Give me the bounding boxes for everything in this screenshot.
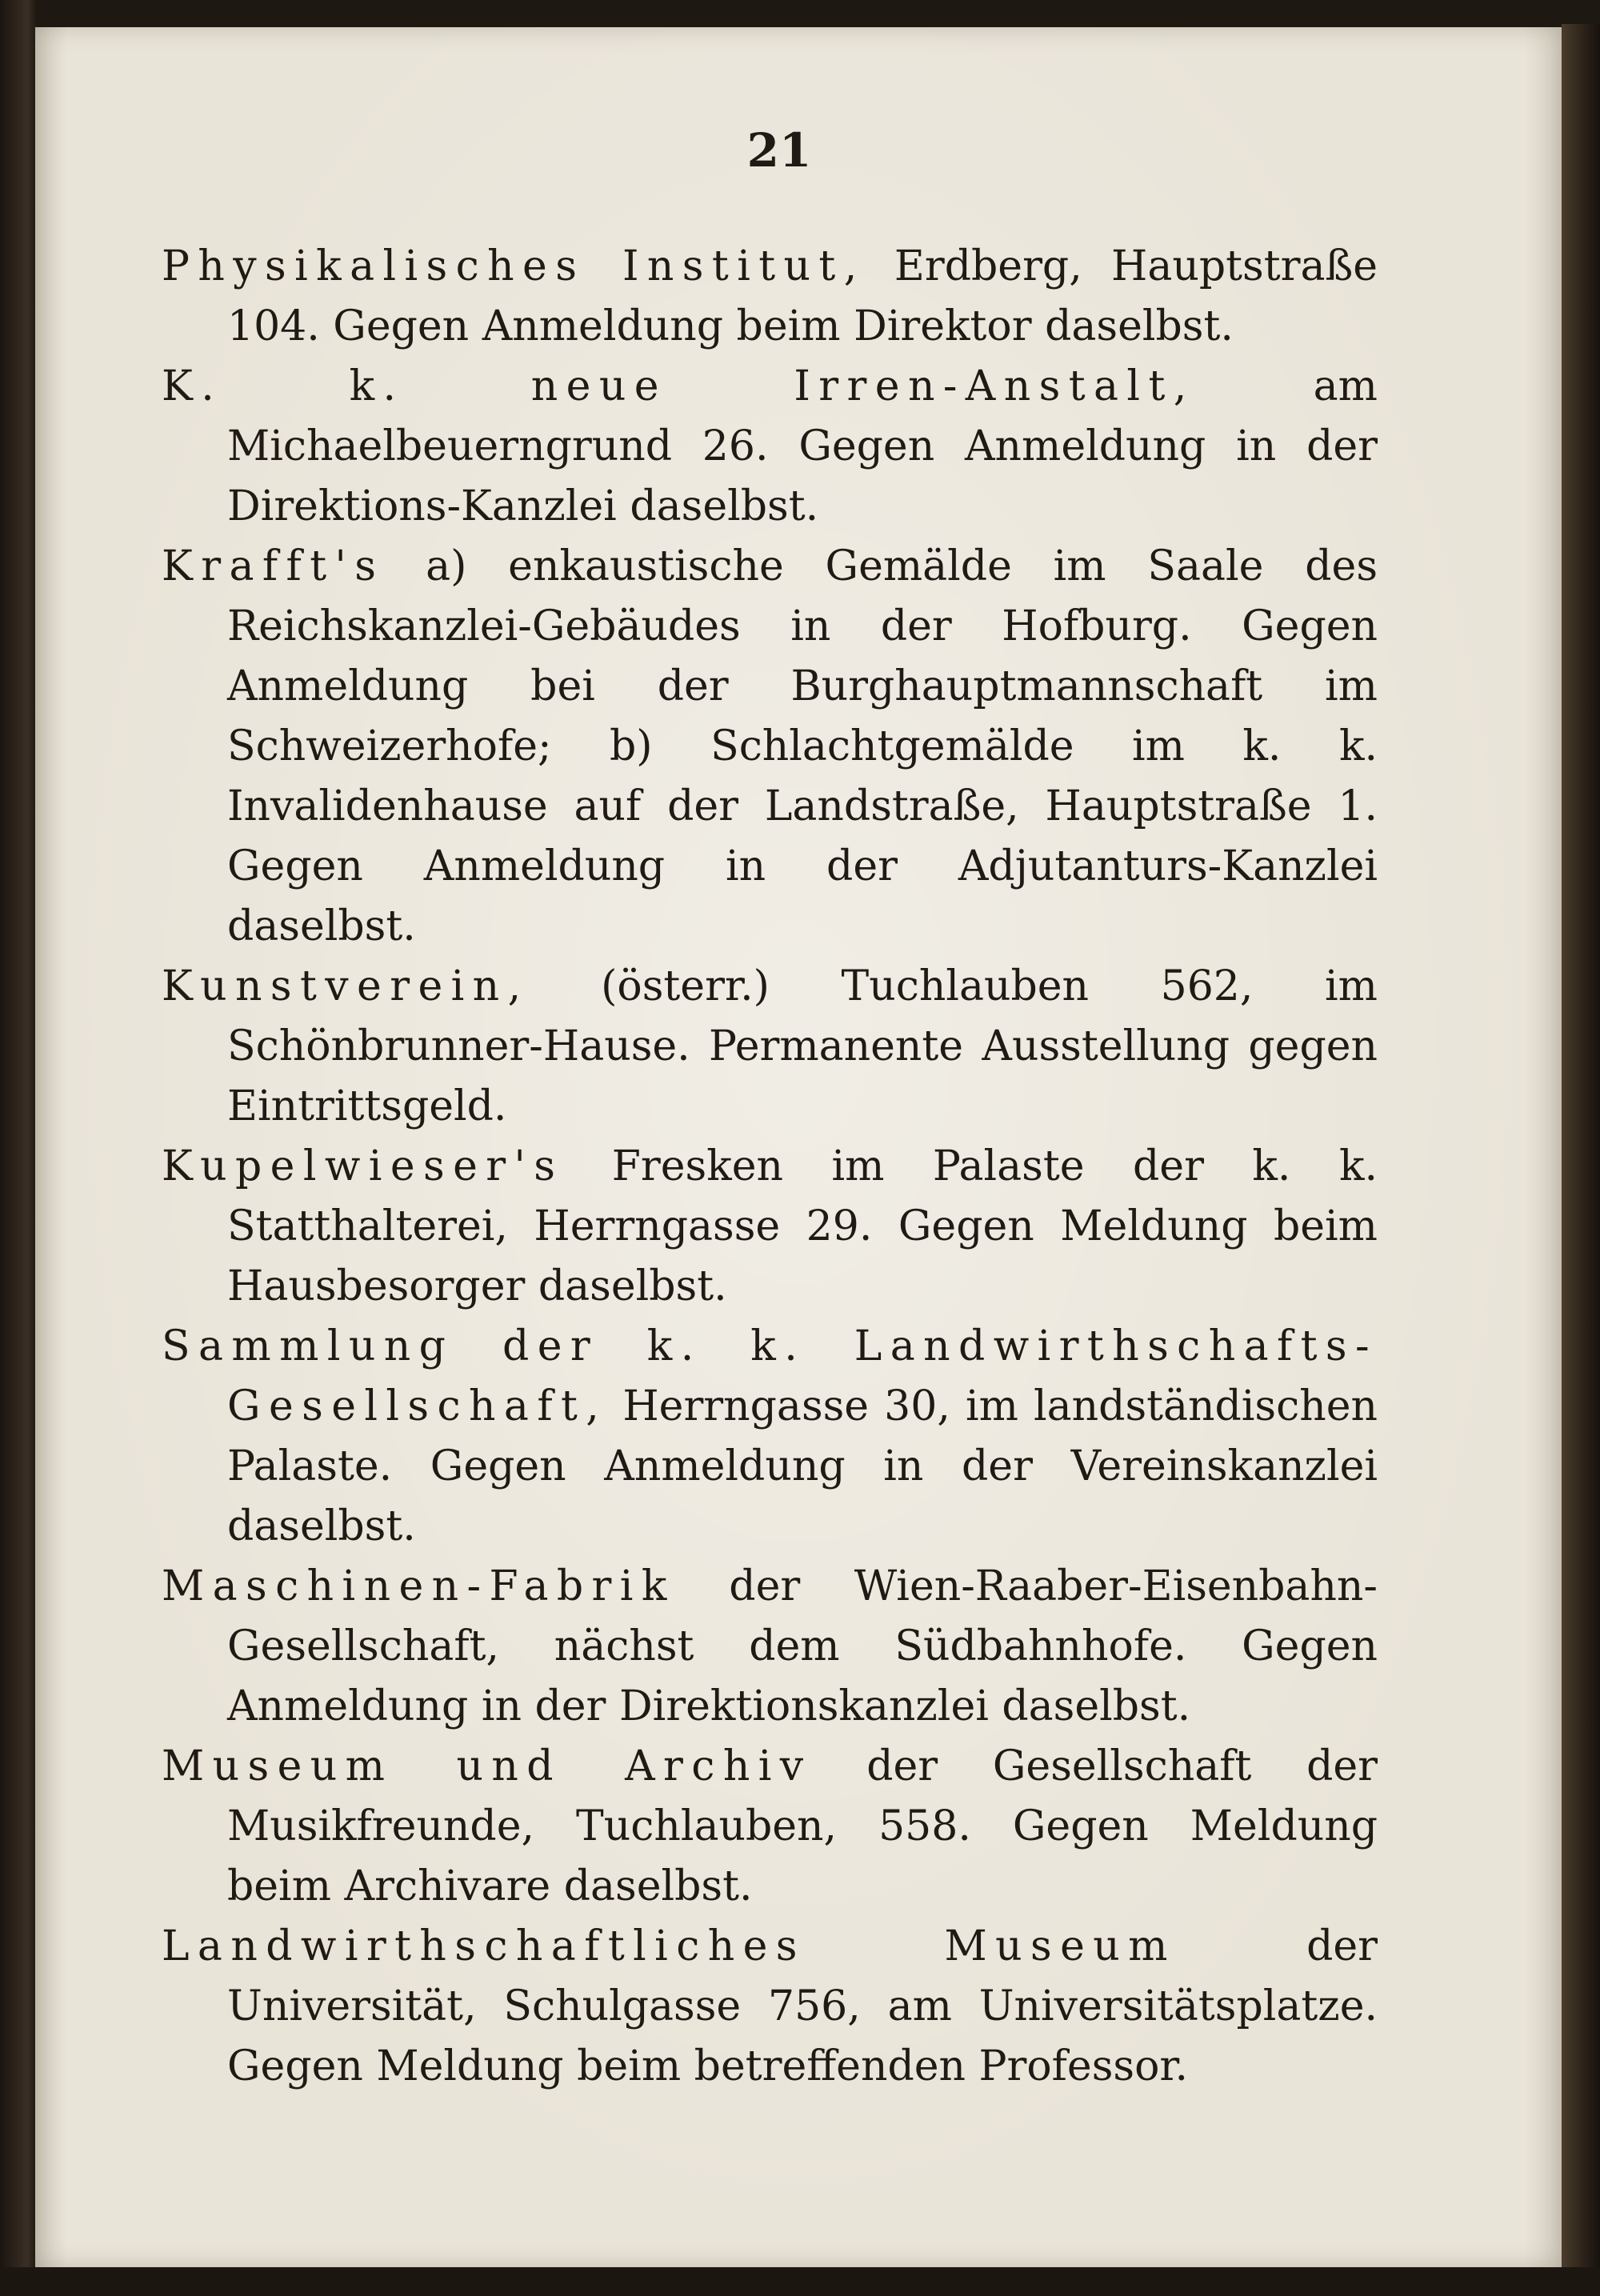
entry-text: Erdberg, Hauptstraße 104. Gegen Anmeldung beim Direktor daselbst. bbox=[227, 242, 1378, 350]
page-number: 21 bbox=[746, 123, 812, 178]
entry-heading: Maschinen-Fabrik bbox=[162, 1562, 675, 1610]
book-page bbox=[35, 27, 1562, 2267]
entry-text: Fresken im Palaste der k. k. Statthalterei, Herrngasse 29. Gegen Meldung beim Hausbesorger daselbst. bbox=[227, 1142, 1378, 1310]
entry-text: der Gesellschaft der Musikfreunde, Tuchlauben, 558. Gegen Meldung beim Archivare daselbst. bbox=[227, 1742, 1378, 1910]
entry-physikalisches-institut bbox=[162, 237, 1378, 357]
entry-maschinen-fabrik bbox=[162, 1557, 1378, 1737]
entry-heading: Physikalisches Institut, bbox=[162, 242, 866, 290]
entry-heading: Kunstverein, bbox=[162, 962, 530, 1010]
entry-heading: Kupelwieser's bbox=[162, 1142, 564, 1190]
entry-landwirthschaftliches-museum bbox=[162, 1917, 1378, 2097]
entry-text: (österr.) Tuchlauben 562, im Schönbrunner-Hause. Permanente Ausstellung gegen Eintrittsgeld. bbox=[227, 962, 1378, 1130]
book-bottom-edge bbox=[0, 2267, 1600, 2296]
entry-kraffts-gemaelde bbox=[162, 537, 1378, 957]
entry-text: der Wien-Raaber-Eisenbahn-Gesellschaft, nächst dem Südbahnhofe. Gegen Anmeldung in der Direktionskanzlei daselbst. bbox=[227, 1562, 1378, 1730]
entry-kupelwieser-fresken bbox=[162, 1137, 1378, 1317]
entry-heading: Museum und Archiv bbox=[162, 1742, 812, 1790]
book-right-edge bbox=[1562, 24, 1600, 2272]
entry-heading: Sammlung der k. k. Landwirthschafts-Gesellschaft, bbox=[162, 1322, 1378, 1430]
entry-text: der Universität, Schulgasse 756, am Universitätsplatze. Gegen Meldung beim betreffenden Professor. bbox=[227, 1922, 1378, 2090]
entry-text: am Michaelbeuerngrund 26. Gegen Anmeldung in der Direktions-Kanzlei daselbst. bbox=[227, 362, 1378, 530]
entry-heading: K. k. neue Irren-Anstalt, bbox=[162, 362, 1195, 410]
entry-text: Herrngasse 30, im landständischen Palaste. Gegen Anmeldung in der Vereinskanzlei daselbst. bbox=[227, 1382, 1378, 1550]
entry-museum-und-archiv bbox=[162, 1737, 1378, 1917]
entry-text: a) enkaustische Gemälde im Saale des Reichskanzlei-Gebäudes in der Hofburg. Gegen Anmeldung bei der Burghauptmannschaft im Schweizerhofe; b) Schlachtgemälde im k. k. Invalidenhause auf der Landstraße, Hauptstraße 1. Gegen Anmeldung in der Adjutanturs-Kanzlei daselbst. bbox=[227, 542, 1378, 950]
entry-heading: Landwirthschaftliches Museum bbox=[162, 1922, 1176, 1970]
entry-list bbox=[162, 237, 1378, 2097]
entry-irren-anstalt bbox=[162, 357, 1378, 537]
entry-kunstverein bbox=[162, 957, 1378, 1137]
entry-heading: Krafft's bbox=[162, 542, 385, 590]
entry-landwirthschafts-gesellschaft bbox=[162, 1317, 1378, 1557]
